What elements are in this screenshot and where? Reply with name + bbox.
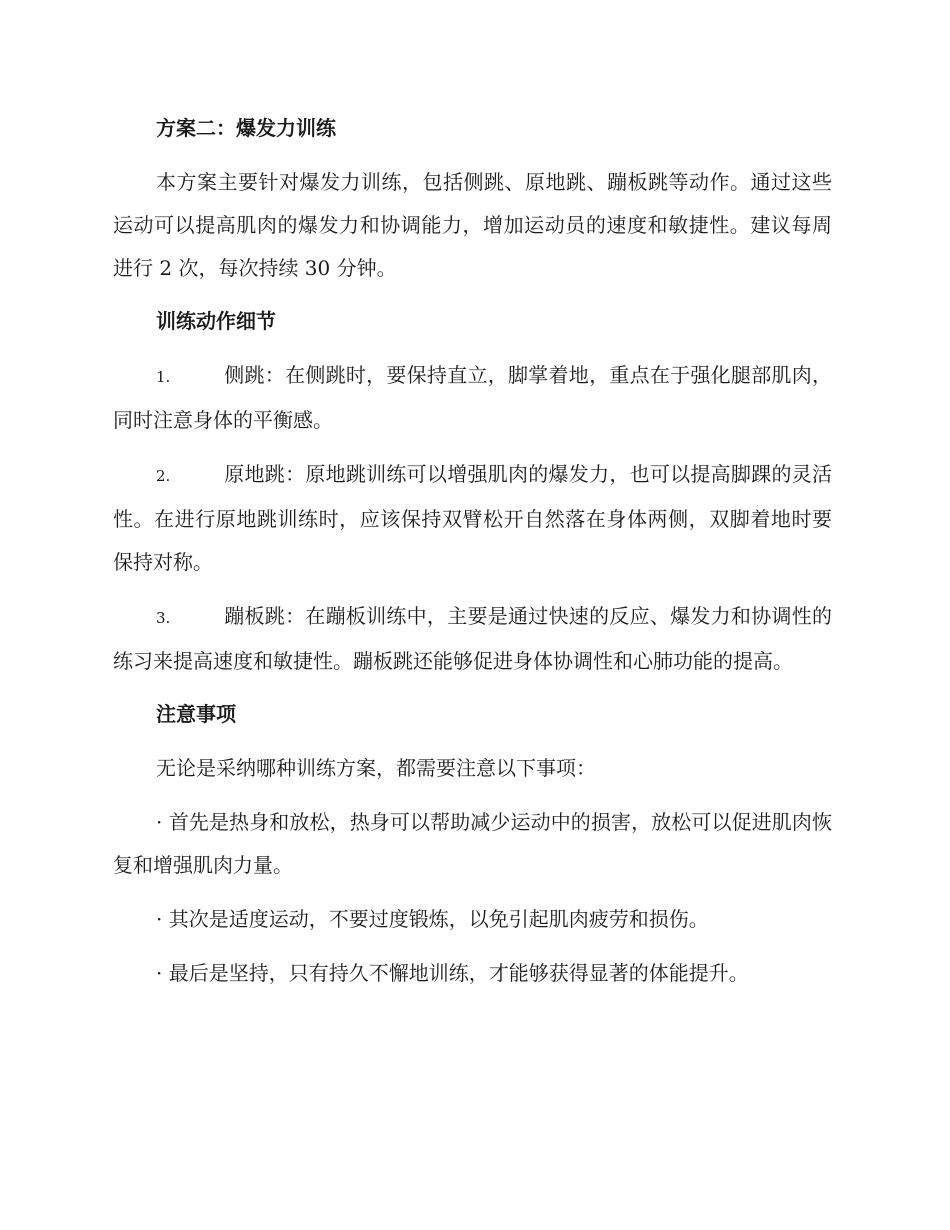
- spacer: [113, 148, 832, 161]
- list-number: 2.: [156, 467, 171, 485]
- spacer: [113, 683, 832, 694]
- list-item: [113, 595, 832, 683]
- section-heading-precautions: 注意事项: [156, 702, 236, 726]
- list-item-text: 侧跳：在侧跳时，要保持直立，脚掌着地，重点在于强化腿部肌肉，同时注意身体的平衡感。: [113, 363, 832, 432]
- spacer: [113, 290, 832, 301]
- section-body-paragraph: 本方案主要针对爆发力训练，包括侧跳、原地跳、蹦板跳等动作。通过这些运动可以提高肌肉的爆发力和协调能力，增加运动员的速度和敏捷性。建议每周进行 2 次，每次持续 30 分钟。: [113, 170, 832, 280]
- spacer: [113, 790, 832, 801]
- bullet-item: · 首先是热身和放松，热身可以帮助减少运动中的损害，放松可以促进肌肉恢复和增强肌肉力量。: [113, 810, 832, 877]
- list-number: 1.: [156, 368, 171, 386]
- spacer: [113, 887, 832, 898]
- bullet-item: · 其次是适度运动，不要过度锻炼，以免引起肌肉疲劳和损伤。: [156, 907, 709, 931]
- spacer: [113, 734, 832, 747]
- section-heading-explosive-training: 方案二：爆发力训练: [156, 116, 336, 140]
- spacer: [113, 941, 832, 952]
- spacer: [113, 584, 832, 595]
- list-item-text: 原地跳：原地跳训练可以增强肌肉的爆发力，也可以提高脚踝的灵活性。在进行原地跳训练时，应该保持双臂松开自然落在身体两侧，双脚着地时要保持对称。: [113, 462, 832, 574]
- list-item: [113, 354, 832, 442]
- section-heading-movement-details: 训练动作细节: [156, 309, 276, 333]
- precautions-intro: 无论是采纳哪种训练方案，都需要注意以下事项：: [156, 756, 596, 780]
- list-item: [113, 453, 832, 584]
- list-number: 3.: [156, 609, 171, 627]
- spacer: [113, 442, 832, 453]
- list-item-text: 蹦板跳：在蹦板训练中，主要是通过快速的反应、爆发力和协调性的练习来提高速度和敏捷性。蹦板跳还能够促进身体协调性和心肺功能的提高。: [113, 604, 832, 673]
- spacer: [113, 341, 832, 354]
- bullet-item: · 最后是坚持，只有持久不懈地训练，才能够获得显著的体能提升。: [156, 961, 749, 985]
